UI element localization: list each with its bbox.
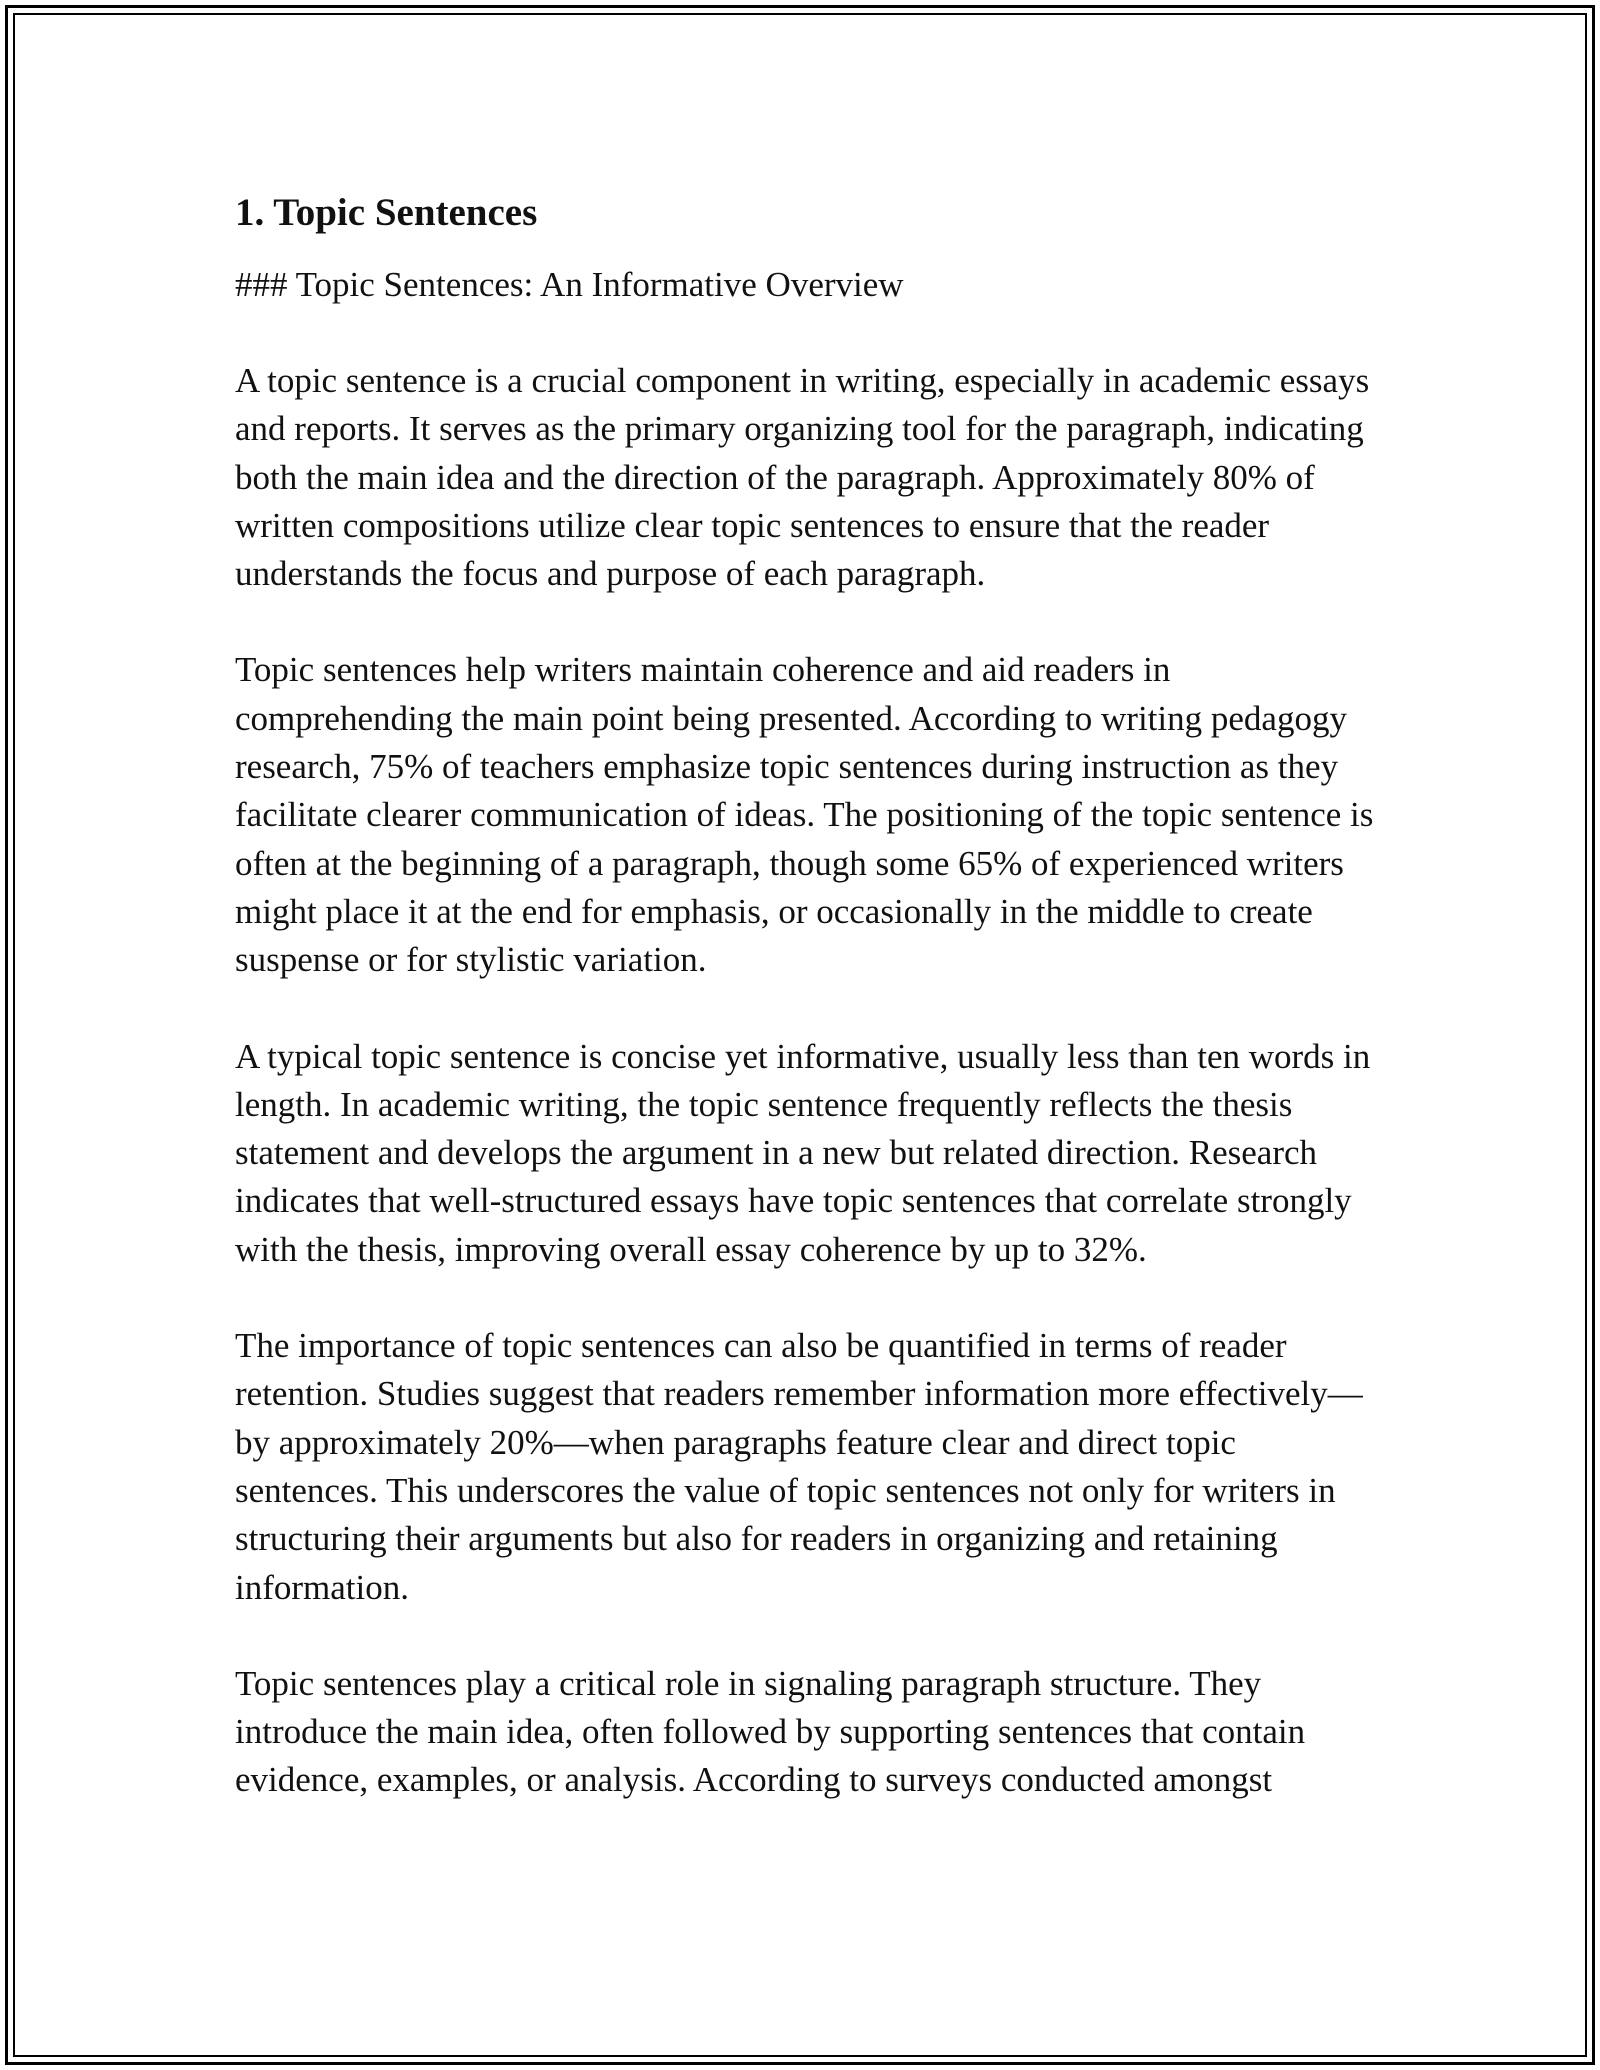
- paragraph-4: The importance of topic sentences can also be quantified in terms of reader retention. Studies suggest that readers remember information more effectively—by approximately 20%—when paragraphs feature clear and direct topic sentences. This underscores the value of topic sentences not only for writers in structuring their arguments but also for readers in organizing and retaining information.: [235, 1326, 1363, 1607]
- section-subheading: ### Topic Sentences: An Informative Overview: [235, 265, 904, 304]
- document-body: [235, 185, 1375, 1805]
- paragraph-2: Topic sentences help writers maintain coherence and aid readers in comprehending the main point being presented. According to writing pedagogy research, 75% of teachers emphasize topic sentences during instruction as they facilitate clearer communication of ideas. The positioning of the topic sentence is often at the beginning of a paragraph, though some 65% of experienced writers might place it at the end for emphasis, or occasionally in the middle to create suspense or for stylistic variation.: [235, 650, 1374, 980]
- section-heading: 1. Topic Sentences: [235, 191, 538, 234]
- paragraph-1: A topic sentence is a crucial component in writing, especially in academic essays and reports. It serves as the primary organizing tool for the paragraph, indicating both the main idea and the direction of the paragraph. Approximately 80% of written compositions utilize clear topic sentences to ensure that the reader understands the focus and purpose of each paragraph.: [235, 361, 1370, 594]
- paragraph-3: A typical topic sentence is concise yet informative, usually less than ten words in length. In academic writing, the topic sentence frequently reflects the thesis statement and develops the argument in a new but related direction. Research indicates that well-structured essays have topic sentences that correlate strongly with the thesis, improving overall essay coherence by up to 32%.: [235, 1036, 1371, 1269]
- paragraph-5: Topic sentences play a critical role in signaling paragraph structure. They introduce the main idea, often followed by supporting sentences that contain evidence, examples, or analysis. According to surveys conducted amongst: [235, 1663, 1306, 1800]
